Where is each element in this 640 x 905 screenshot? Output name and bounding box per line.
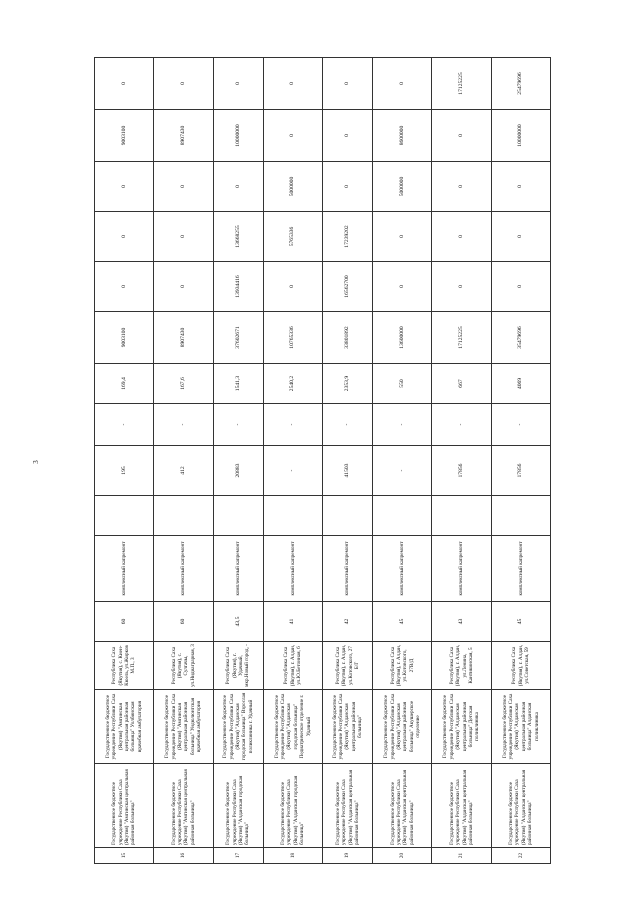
dash-cell: - bbox=[213, 404, 263, 446]
funding-year-1-cell: 16562700 bbox=[322, 262, 372, 312]
empty-cell bbox=[263, 496, 322, 536]
address-cell: Республика Саха (Якутия), с. Сулгачы, ул.Нидиаграрная, 3 bbox=[154, 642, 213, 690]
funding-year-1-cell: 0 bbox=[491, 262, 550, 312]
row-number-cell: 15 bbox=[95, 848, 154, 864]
funding-year-2-cell: 5765336 bbox=[263, 212, 322, 262]
address-cell: Республика Саха (Якутия), с. Киен-Кюель, ул.Жирков М.П., 3 bbox=[95, 642, 154, 690]
funding-year-2-cell: 0 bbox=[95, 212, 154, 262]
row-number-cell: 21 bbox=[432, 848, 491, 864]
dash-cell: - bbox=[95, 404, 154, 446]
address-cell: Республика Саха (Якутия), г. Алдан, ул.Котовского, 27В/Д bbox=[373, 642, 432, 690]
object-name-cell: Государственное бюджетное учреждение Республики Саха (Якутия) "Алданская центральная районная больница" Детская поликлиника bbox=[432, 690, 491, 764]
total-cost-cell: 13600000 bbox=[373, 312, 432, 364]
capacity-cell: 60 bbox=[95, 602, 154, 642]
area-cell: 412 bbox=[154, 446, 213, 496]
area-cell: 17856 bbox=[491, 446, 550, 496]
capacity-cell: 41 bbox=[263, 602, 322, 642]
empty-cell bbox=[373, 496, 432, 536]
table-row bbox=[373, 58, 432, 864]
total-cost-cell: 17125225 bbox=[432, 312, 491, 364]
funding-year-1-cell: 13934416 bbox=[213, 262, 263, 312]
table-body bbox=[95, 58, 551, 864]
repair-program-table bbox=[94, 57, 551, 864]
capacity-cell: 43 bbox=[432, 602, 491, 642]
object-name-cell: Государственное бюджетное учреждение Республики Саха (Якутия) "Алданская центральная районная больница" Акушерское отделение bbox=[373, 690, 432, 764]
table-row bbox=[322, 58, 372, 864]
work-type-cell: комплексный капремонт bbox=[373, 536, 432, 602]
customer-cell: Государственное бюджетное учреждение Республики Саха (Якутия) "Алданская центральная районная больница" bbox=[373, 764, 432, 848]
table-row bbox=[491, 58, 550, 864]
row-number-cell: 17 bbox=[213, 848, 263, 864]
work-type-cell: комплексный капремонт bbox=[263, 536, 322, 602]
rotated-table-area bbox=[94, 58, 551, 864]
funding-year-4-cell: 0 bbox=[322, 110, 372, 162]
funding-year-3-cell: 5000000 bbox=[373, 162, 432, 212]
work-type-cell: комплексный капремонт bbox=[491, 536, 550, 602]
total-cost-cell: 33801892 bbox=[322, 312, 372, 364]
dash-cell: - bbox=[263, 404, 322, 446]
funding-year-3-cell: 0 bbox=[432, 162, 491, 212]
table-row bbox=[263, 58, 322, 864]
capacity-cell: 45 bbox=[491, 602, 550, 642]
customer-cell: Государственное бюджетное учреждение Республики Саха (Якутия) "Амгинская центральная районная больница" bbox=[95, 764, 154, 848]
value-cell: 2540,2 bbox=[263, 364, 322, 404]
capacity-cell: 42 bbox=[322, 602, 372, 642]
funding-year-2-cell: 0 bbox=[491, 212, 550, 262]
funding-year-1-cell: 0 bbox=[373, 262, 432, 312]
customer-cell: Государственное бюджетное учреждение Республики Саха (Якутия) "Алданская центральная районная больница" bbox=[432, 764, 491, 848]
work-type-cell: комплексный капремонт bbox=[213, 536, 263, 602]
empty-cell bbox=[491, 496, 550, 536]
page-number: 3 bbox=[31, 460, 40, 464]
funding-year-5-cell: 0 bbox=[213, 58, 263, 110]
empty-cell bbox=[154, 496, 213, 536]
funding-year-2-cell: 0 bbox=[373, 212, 432, 262]
funding-year-4-cell: 10000000 bbox=[213, 110, 263, 162]
rotated-sheet bbox=[94, 58, 551, 864]
funding-year-4-cell: 10000000 bbox=[491, 110, 550, 162]
address-cell: Республика Саха (Якутия), г. Алдан, ул.Советская, 59 bbox=[491, 642, 550, 690]
funding-year-5-cell: 0 bbox=[154, 58, 213, 110]
customer-cell: Государственное бюджетное учреждение Республики Саха (Якутия) "Алданская центральная районная больница" bbox=[491, 764, 550, 848]
object-name-cell: Государственное бюджетное учреждение Республики Саха (Якутия) "Амгинская центральная районная больница" Ундюлюнгская врачебная амбулатория bbox=[154, 690, 213, 764]
funding-year-2-cell: 0 bbox=[154, 212, 213, 262]
funding-year-5-cell: 0 bbox=[95, 58, 154, 110]
table-row bbox=[432, 58, 491, 864]
total-cost-cell: 37602671 bbox=[213, 312, 263, 364]
area-cell: 20883 bbox=[213, 446, 263, 496]
funding-year-3-cell: 5000000 bbox=[263, 162, 322, 212]
funding-year-5-cell: 0 bbox=[263, 58, 322, 110]
customer-cell: Государственное бюджетное учреждение Республики Саха (Якутия) "Алданская городская больница" bbox=[213, 764, 263, 848]
funding-year-3-cell: 0 bbox=[95, 162, 154, 212]
work-type-cell: комплексный капремонт bbox=[154, 536, 213, 602]
dash-cell: - bbox=[491, 404, 550, 446]
total-cost-cell: 35479696 bbox=[491, 312, 550, 364]
table-row bbox=[154, 58, 213, 864]
dash-cell: - bbox=[432, 404, 491, 446]
funding-year-3-cell: 0 bbox=[213, 162, 263, 212]
funding-year-1-cell: 0 bbox=[263, 262, 322, 312]
funding-year-3-cell: 0 bbox=[154, 162, 213, 212]
value-cell: 550 bbox=[373, 364, 432, 404]
area-cell: 195 bbox=[95, 446, 154, 496]
customer-cell: Государственное бюджетное учреждение Республики Саха (Якутия) "Алданская центральная районная больница" bbox=[322, 764, 372, 848]
funding-year-5-cell: 0 bbox=[373, 58, 432, 110]
funding-year-4-cell: 8907430 bbox=[154, 110, 213, 162]
work-type-cell: комплексный капремонт bbox=[95, 536, 154, 602]
work-type-cell: комплексный капремонт bbox=[322, 536, 372, 602]
funding-year-2-cell: 17239202 bbox=[322, 212, 372, 262]
funding-year-1-cell: 0 bbox=[154, 262, 213, 312]
address-cell: Республика Саха (Якутия), г. Алдан, ул.Ленина, Кантикинская, 5 bbox=[432, 642, 491, 690]
funding-year-4-cell: 0 bbox=[263, 110, 322, 162]
object-name-cell: Государственное бюджетное учреждение Республики Саха (Якутия) "Алданская центральная районная больница" Алданская поликлиника bbox=[491, 690, 550, 764]
funding-year-3-cell: 0 bbox=[491, 162, 550, 212]
object-name-cell: Государственное бюджетное учреждение Республики Саха (Якутия) "Амгинская центральная районная больница" Уолбинская врачебная амбулатория bbox=[95, 690, 154, 764]
dash-cell: - bbox=[154, 404, 213, 446]
row-number-cell: 22 bbox=[491, 848, 550, 864]
total-cost-cell: 10765336 bbox=[263, 312, 322, 364]
row-number-cell: 19 bbox=[322, 848, 372, 864]
funding-year-4-cell: 9003100 bbox=[95, 110, 154, 162]
row-number-cell: 18 bbox=[263, 848, 322, 864]
value-cell: 4069 bbox=[491, 364, 550, 404]
funding-year-5-cell: 25479696 bbox=[491, 58, 550, 110]
area-cell: - bbox=[263, 446, 322, 496]
funding-year-1-cell: 0 bbox=[432, 262, 491, 312]
capacity-cell: 45 bbox=[373, 602, 432, 642]
customer-cell: Государственное бюджетное учреждение Республики Саха (Якутия) "Алданская городская больница" bbox=[263, 764, 322, 848]
total-cost-cell: 8907430 bbox=[154, 312, 213, 364]
area-cell: 17856 bbox=[432, 446, 491, 496]
object-name-cell: Государственное бюджетное учреждение Республики Саха (Якутия) "Алданская центральная районная больница" bbox=[322, 690, 372, 764]
value-cell: 2353,9 bbox=[322, 364, 372, 404]
area-cell: - bbox=[373, 446, 432, 496]
table-row bbox=[213, 58, 263, 864]
empty-cell bbox=[432, 496, 491, 536]
customer-cell: Государственное бюджетное учреждение Республики Саха (Якутия) "Амгинская центральная районная больница" bbox=[154, 764, 213, 848]
funding-year-4-cell: 0 bbox=[432, 110, 491, 162]
table-row bbox=[95, 58, 154, 864]
dash-cell: - bbox=[373, 404, 432, 446]
dash-cell: - bbox=[322, 404, 372, 446]
area-cell: 41503 bbox=[322, 446, 372, 496]
capacity-cell: 60 bbox=[154, 602, 213, 642]
value-cell: 169,4 bbox=[95, 364, 154, 404]
funding-year-5-cell: 17125225 bbox=[432, 58, 491, 110]
funding-year-1-cell: 0 bbox=[95, 262, 154, 312]
funding-year-4-cell: 8600000 bbox=[373, 110, 432, 162]
empty-cell bbox=[213, 496, 263, 536]
address-cell: Республика Саха (Якутия), г. Алдан, ул.Котовского, 27 Б/Г bbox=[322, 642, 372, 690]
work-type-cell: комплексный капремонт bbox=[432, 536, 491, 602]
funding-year-2-cell: 13668255 bbox=[213, 212, 263, 262]
address-cell: Республика Саха (Якутия), г. Алдан, ул.Ю.Бетонная, 6 bbox=[263, 642, 322, 690]
capacity-cell: 43,5 bbox=[213, 602, 263, 642]
row-number-cell: 16 bbox=[154, 848, 213, 864]
value-cell: 1541,3 bbox=[213, 364, 263, 404]
empty-cell bbox=[322, 496, 372, 536]
funding-year-3-cell: 0 bbox=[322, 162, 372, 212]
empty-cell bbox=[95, 496, 154, 536]
funding-year-5-cell: 0 bbox=[322, 58, 372, 110]
object-name-cell: Государственное бюджетное учреждение Республики Саха (Якутия) "Алданская городская больница" Педиатрическое отделение г. Удачный bbox=[263, 690, 322, 764]
address-cell: Республика Саха (Якутия), г. Удачный, мкр.Новый город, - bbox=[213, 642, 263, 690]
object-name-cell: Государственное бюджетное учреждение Республики Саха (Якутия) "Алданская городская больница" Взрослая поликлиника г. Удачный bbox=[213, 690, 263, 764]
total-cost-cell: 9003100 bbox=[95, 312, 154, 364]
value-cell: 667 bbox=[432, 364, 491, 404]
value-cell: 167,6 bbox=[154, 364, 213, 404]
funding-year-2-cell: 0 bbox=[432, 212, 491, 262]
row-number-cell: 20 bbox=[373, 848, 432, 864]
